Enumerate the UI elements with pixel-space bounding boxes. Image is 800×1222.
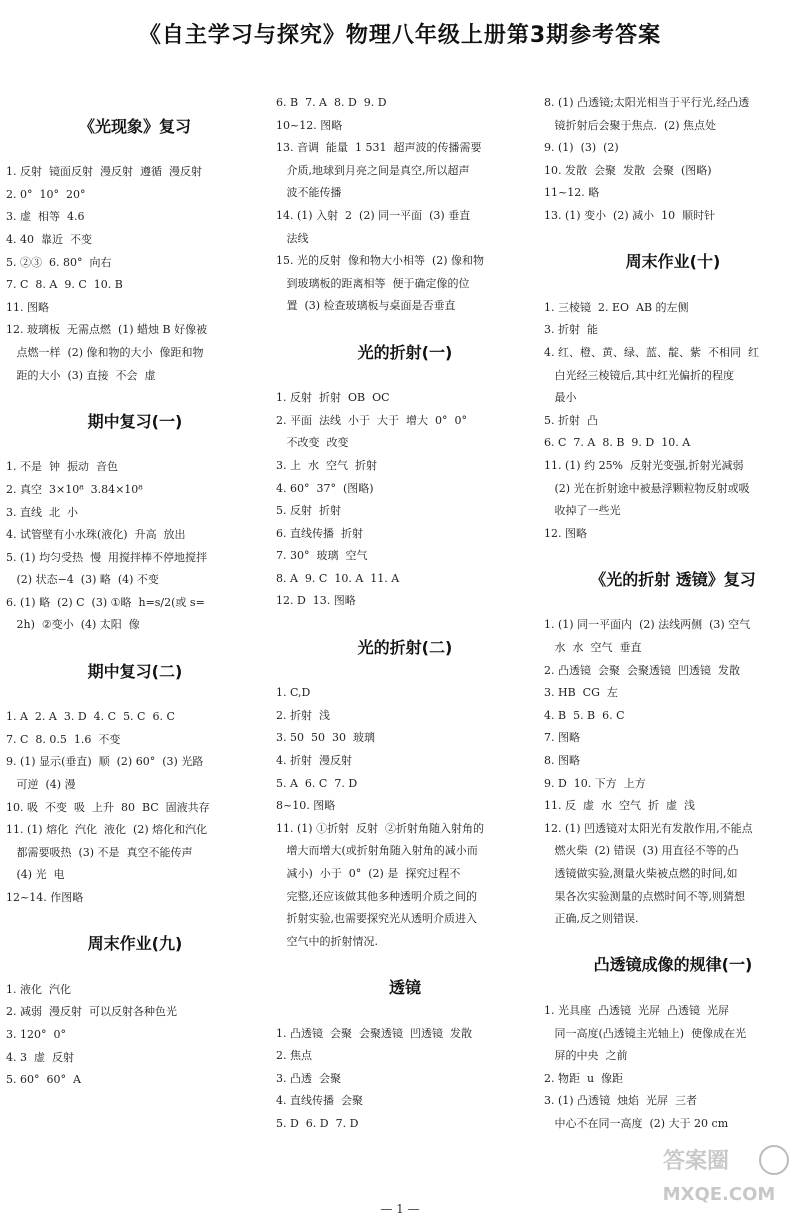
answer-line: (2) 状态−4 (3) 略 (4) 不变 (6, 573, 159, 587)
answer-line: 2. 减弱 漫反射 可以反射各种色光 (6, 1005, 177, 1019)
answer-line: 水 水 空气 垂直 (544, 641, 642, 655)
watermark-url: MXQE.COM (662, 1184, 776, 1205)
answer-line: 12. 图略 (544, 526, 587, 540)
answer-line: 1. C,D (276, 686, 311, 700)
answer-line: 1. (1) 同一平面内 (2) 法线两侧 (3) 空气 (544, 618, 751, 632)
answer-line: 8. A 9. C 10. A 11. A (276, 571, 400, 585)
watermark-text: 答案圈 (662, 1149, 730, 1174)
answer-line: 2. 真空 3×10⁸ 3.84×10⁸ (6, 482, 143, 496)
answer-line: 9. (1) 显示(垂直) 顺 (2) 60° (3) 光路 (6, 755, 204, 769)
answer-line: 屏的中央 之前 (544, 1049, 628, 1063)
answer-line: 11~12. 略 (544, 186, 600, 200)
answer-line: 11. 图略 (6, 300, 49, 314)
section-lines (544, 614, 800, 930)
answer-line: 5. 折射 凸 (544, 413, 598, 427)
section-heading: 期中复习(二) (87, 661, 183, 681)
answer-line: 6. (1) 略 (2) C (3) ①略 h=s/2(或 s= (6, 595, 205, 609)
answer-column-2 (276, 92, 534, 1136)
answer-line: 2h) ②变小 (4) 太阳 像 (6, 618, 140, 632)
answer-line: 1. 三棱镜 2. EO AB 的左侧 (544, 300, 689, 314)
answer-line: 11. (1) 熔化 汽化 液化 (2) 熔化和汽化 (6, 823, 208, 837)
answer-line: 4. 红、橙、黄、绿、蓝、靛、紫 不相同 红 (544, 345, 759, 359)
answer-line: 不改变 改变 (276, 436, 349, 450)
answer-line: 3. HB CG 左 (544, 686, 618, 700)
answer-line: 3. 50 50 30 玻璃 (276, 731, 375, 745)
answer-line: 2. 折射 浅 (276, 708, 330, 722)
answer-line: 置 (3) 检查玻璃板与桌面是否垂直 (276, 299, 456, 313)
section-lines (6, 979, 264, 1092)
answer-line: 5. A 6. C 7. D (276, 776, 358, 790)
section-heading: 凸透镜成像的规律(一) (593, 955, 753, 975)
answer-line: 5. (1) 均匀受热 慢 用搅拌棒不停地搅拌 (6, 550, 208, 564)
answer-line: 5. 60° 60° A (6, 1073, 81, 1087)
answer-line: 15. 光的反射 像和物大小相等 (2) 像和物 (276, 254, 485, 268)
answer-line: (4) 光 电 (6, 868, 65, 882)
answer-line: 2. 0° 10° 20° (6, 187, 86, 201)
section-heading: 《光的折射 透镜》复习 (590, 569, 756, 589)
answer-line: 最小 (544, 391, 577, 405)
answer-line: 8. 图略 (544, 754, 580, 768)
section-lines (276, 387, 534, 613)
answer-line: 2. 平面 法线 小于 大于 增大 0° 0° (276, 413, 467, 427)
answer-line: 8. (1) 凸透镜;太阳光相当于平行光,经凸透 (544, 96, 750, 109)
answer-line: 7. C 8. 0.5 1.6 不变 (6, 732, 121, 746)
section-lines (276, 1023, 534, 1136)
answer-line: 折射实验,也需要探究光从透明介质进入 (276, 912, 477, 926)
section-lines (6, 161, 264, 387)
section-lines (544, 297, 800, 546)
answer-line: 增大而增大(或折射角随入射角的减小而 (276, 844, 478, 858)
answer-line: 波不能传播 (276, 186, 342, 200)
section-heading: 光的折射(一) (357, 342, 453, 362)
section-lines (6, 456, 264, 637)
answer-column-1 (6, 92, 264, 1092)
answer-line: 8~10. 图略 (276, 799, 336, 813)
answer-line: 12. D 13. 图略 (276, 594, 356, 608)
answer-line: 4. B 5. B 6. C (544, 708, 625, 722)
answer-line: 3. 凸透 会聚 (276, 1071, 341, 1085)
answer-line: 减小) 小于 0° (2) 是 探究过程不 (276, 867, 461, 880)
answer-line: 白光经三棱镜后,其中红光偏折的程度 (544, 368, 734, 382)
section-lines (544, 1000, 800, 1136)
answer-line: 燃火柴 (2) 错误 (3) 用直径不等的凸 (544, 844, 739, 858)
answer-line: 3. 直线 北 小 (6, 505, 78, 519)
answer-line: 透镜做实验,测量火柴被点燃的时间,如 (544, 867, 738, 880)
answer-line: 同一高度(凸透镜主光轴上) 使像成在光 (544, 1026, 747, 1040)
answer-line: 1. 光具座 凸透镜 光屏 凸透镜 光屏 (544, 1003, 729, 1017)
answer-line: 6. 直线传播 折射 (276, 526, 363, 540)
answer-line: 6. B 7. A 8. D 9. D (276, 96, 387, 109)
answer-line: 正确,反之则错误. (544, 912, 639, 926)
section-heading: 周末作业(九) (87, 934, 183, 954)
answer-line: 1. 凸透镜 会聚 会聚透镜 凹透镜 发散 (276, 1026, 472, 1040)
answer-line: 点燃一样 (2) 像和物的大小 像距和物 (6, 345, 204, 359)
section-heading: 透镜 (388, 977, 421, 997)
answer-line: 镜折射后会聚于焦点. (2) 焦点处 (544, 118, 717, 132)
answer-line: 4. 直线传播 会聚 (276, 1094, 363, 1108)
answer-line: (2) 光在折射途中被悬浮颗粒物反射或吸 (544, 481, 750, 495)
answer-line: 7. 30° 玻璃 空气 (276, 549, 368, 563)
answer-line: 1. 反射 折射 OB OC (276, 391, 390, 405)
answer-line: 空气中的折射情况. (276, 934, 378, 948)
answer-line: 3. 折射 能 (544, 323, 598, 337)
answer-line: 12~14. 作图略 (6, 891, 84, 904)
answer-line: 14. (1) 入射 2 (2) 同一平面 (3) 垂直 (276, 208, 471, 222)
answer-line: 6. C 7. A 8. B 9. D 10. A (544, 436, 691, 450)
answer-line: 7. 图略 (544, 731, 580, 745)
answer-line: 12. (1) 凹透镜对太阳光有发散作用,不能点 (544, 821, 753, 835)
answer-line: 4. 60° 37° (图略) (276, 481, 374, 495)
answer-line: 3. 虚 相等 4.6 (6, 210, 85, 224)
answer-line: 果各次实验测量的点燃时间不等,则猜想 (544, 889, 745, 903)
answer-line: 到玻璃板的距离相等 便于确定像的位 (276, 276, 470, 290)
answer-line: 都需要吸热 (3) 不是 真空不能传声 (6, 845, 193, 859)
answer-line: 1. 不是 钟 振动 音色 (6, 460, 118, 474)
answer-line: 9. (1) (3) (2) (544, 141, 619, 155)
page-number: — 1 — (380, 1202, 420, 1216)
answer-line: 11. (1) ①折射 反射 ②折射角随入射角的 (276, 821, 485, 835)
section-lines (276, 682, 534, 953)
answer-line: 4. 40 靠近 不变 (6, 232, 92, 246)
answer-line: 中心不在同一高度 (2) 大于 20 cm (544, 1116, 729, 1130)
page-title: 《自主学习与探究》物理八年级上册第3期参考答案 (138, 23, 662, 48)
answer-column-3 (544, 92, 800, 1136)
answer-line: 7. C 8. A 9. C 10. B (6, 278, 123, 292)
answer-line: 11. (1) 约 25% 反射光变强,折射光减弱 (544, 458, 744, 472)
answer-line: 5. ②③ 6. 80° 向右 (6, 255, 112, 269)
answer-line: 2. 焦点 (276, 1049, 312, 1063)
section-heading: 《光现象》复习 (78, 116, 191, 136)
answer-line: 2. 物距 u 像距 (544, 1071, 624, 1085)
answer-line: 5. D 6. D 7. D (276, 1116, 359, 1130)
section-heading: 期中复习(一) (87, 411, 183, 431)
answer-line: 收掉了一些光 (544, 504, 621, 518)
answer-line: 9. D 10. 下方 上方 (544, 776, 646, 790)
answer-line: 12. 玻璃板 无需点燃 (1) 蜡烛 B 好像被 (6, 323, 208, 337)
section-lines (276, 92, 534, 318)
watermark-logo (644, 1138, 794, 1208)
answer-line: 4. 3 虚 反射 (6, 1050, 74, 1064)
answer-line: 可逆 (4) 漫 (6, 778, 76, 792)
answer-line: 1. 反射 镜面反射 漫反射 遵循 漫反射 (6, 165, 202, 179)
section-lines (544, 92, 800, 228)
answer-line: 10~12. 图略 (276, 118, 343, 132)
answer-line: 2. 凸透镜 会聚 会聚透镜 凹透镜 发散 (544, 663, 740, 677)
answer-line: 10. 发散 会聚 发散 会聚 (图略) (544, 163, 712, 177)
section-heading: 周末作业(十) (625, 252, 721, 272)
answer-line: 3. (1) 凸透镜 烛焰 光屏 三者 (544, 1094, 698, 1108)
answer-line: 1. A 2. A 3. D 4. C 5. C 6. C (6, 710, 175, 724)
answer-line: 10. 吸 不变 吸 上升 80 BC 固液共存 (6, 800, 210, 814)
answer-line: 13. (1) 变小 (2) 减小 10 顺时针 (544, 208, 716, 222)
section-heading: 光的折射(二) (357, 637, 453, 657)
answer-line: 4. 折射 漫反射 (276, 754, 352, 768)
answer-line: 1. 液化 汽化 (6, 982, 71, 996)
answer-line: 介质,地球到月亮之间是真空,所以超声 (276, 163, 470, 177)
section-lines (6, 706, 264, 909)
answer-line: 11. 反 虚 水 空气 折 虚 浅 (544, 799, 695, 813)
answer-line: 距的大小 (3) 直接 不会 虚 (6, 368, 156, 382)
answer-line: 5. 反射 折射 (276, 504, 341, 518)
answer-line: 3. 上 水 空气 折射 (276, 458, 377, 472)
answer-line: 4. 试管壁有小水珠(液化) 升高 放出 (6, 528, 186, 542)
answer-line: 13. 音调 能量 1 531 超声波的传播需要 (276, 141, 482, 155)
answer-line: 完整,还应该做其他多种透明介质之间的 (276, 889, 477, 903)
answer-line: 3. 120° 0° (6, 1027, 66, 1041)
answer-line: 法线 (276, 231, 309, 245)
